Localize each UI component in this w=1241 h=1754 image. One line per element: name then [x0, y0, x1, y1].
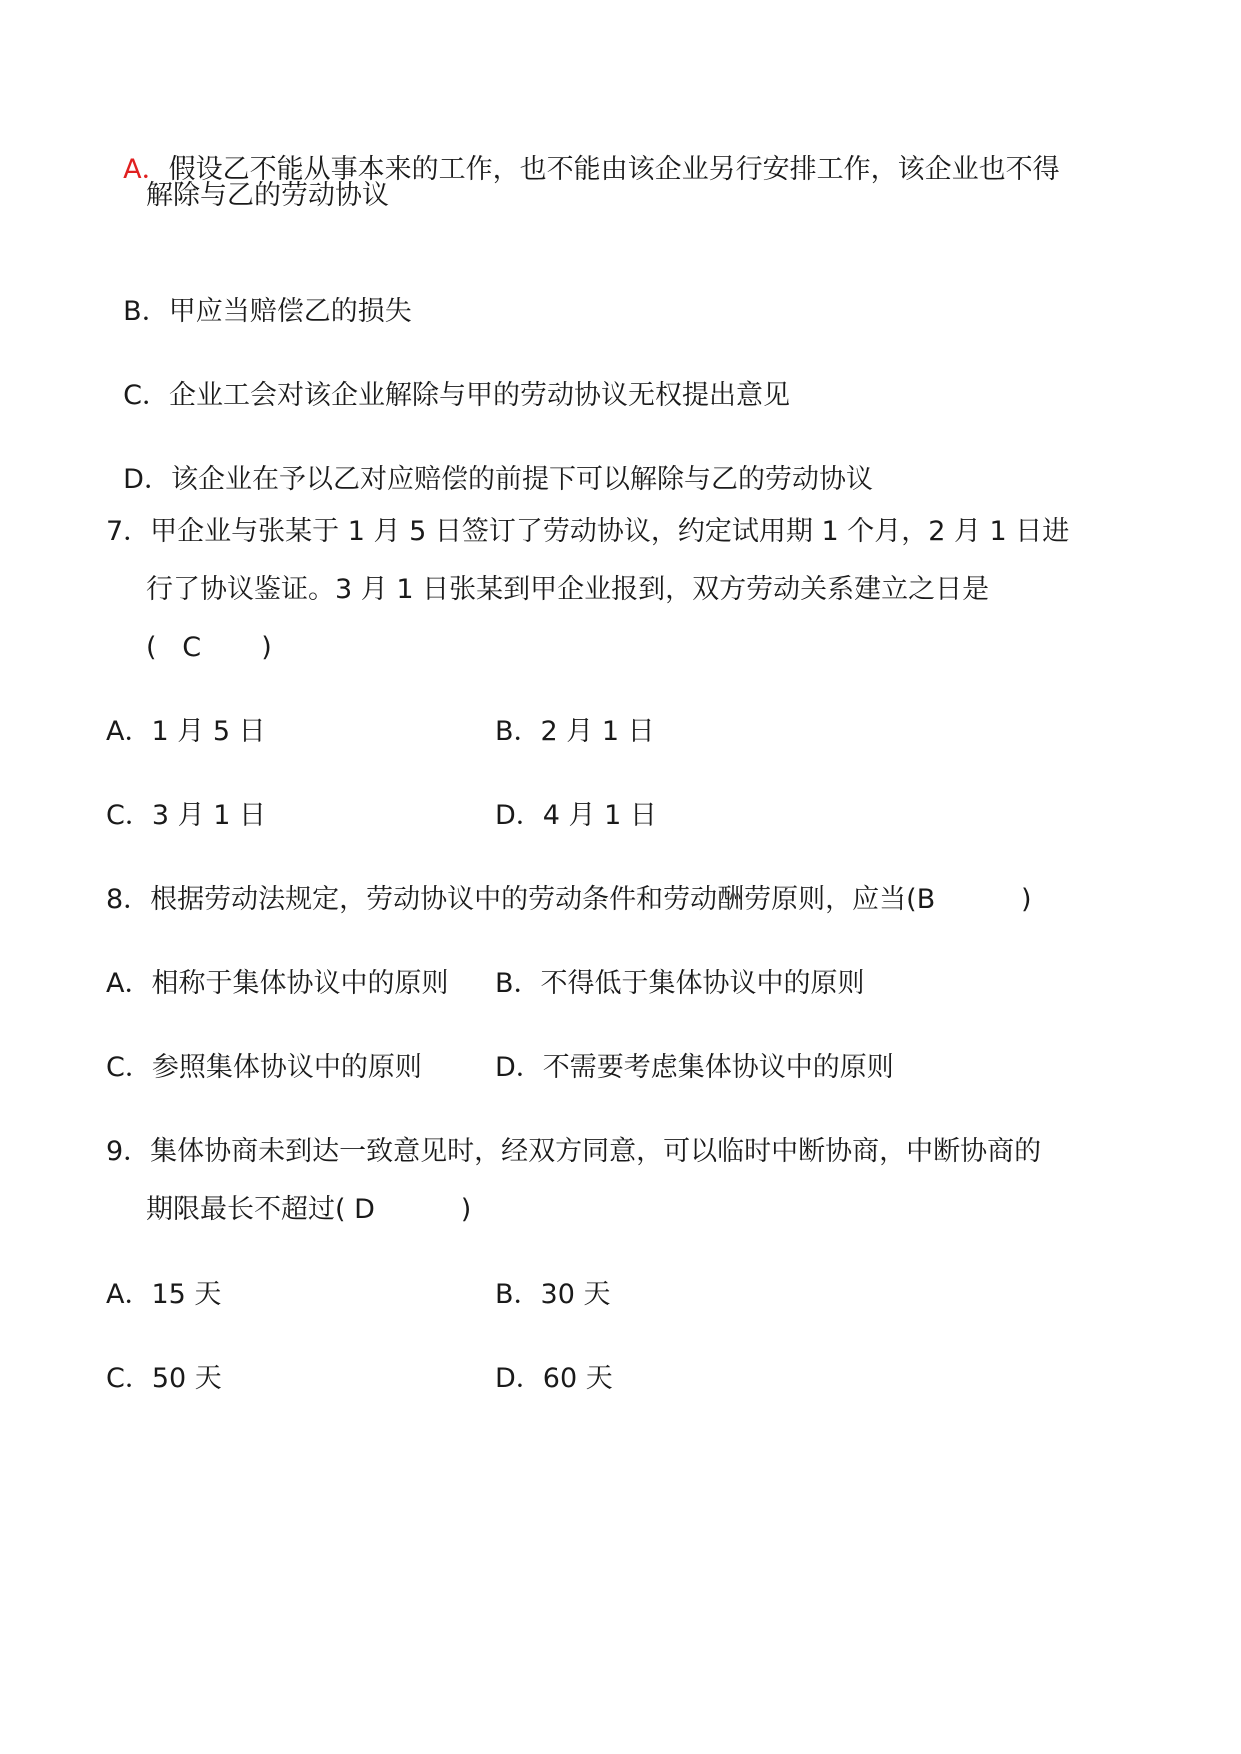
option-6a-prefix: A． [123, 154, 169, 185]
option-6b-text: 甲应当赔偿乙的损失 [168, 296, 412, 327]
option-6a-text: 假设乙不能从事本来的工作，也不能由该企业另行安排工作，该企业也不得 [168, 154, 1060, 185]
option-8d: D．不需要考虑集体协议中的原则 [495, 1052, 894, 1083]
option-6d [106, 432, 873, 496]
option-6b [106, 264, 412, 328]
option-8a: A．相称于集体协议中的原则 [106, 968, 449, 999]
question-9-stem-continued: 期限最长不超过( D ) [146, 1194, 472, 1225]
option-6d-prefix: D． [123, 464, 171, 495]
option-7d: D．4 月 1 日 [495, 800, 657, 831]
option-7b: B．2 月 1 日 [495, 716, 655, 747]
option-9a: A．15 天 [106, 1279, 222, 1310]
question-8-stem: 8．根据劳动法规定，劳动协议中的劳动条件和劳动酬劳原则，应当(B ) [106, 884, 1032, 915]
option-6c-text: 企业工会对该企业解除与甲的劳动协议无权提出意见 [169, 380, 791, 411]
option-6b-prefix: B． [123, 296, 169, 327]
option-6c [106, 348, 790, 412]
option-9c: C．50 天 [106, 1363, 222, 1394]
question-7-stem-continued: 行了协议鉴证。3 月 1 日张某到甲企业报到，双方劳动关系建立之日是 [146, 574, 990, 605]
question-7-answer: ( C ) [146, 632, 272, 663]
option-7c: C．3 月 1 日 [106, 800, 266, 831]
option-6a-continued: 解除与乙的劳动协议 [146, 180, 389, 211]
option-7a: A．1 月 5 日 [106, 716, 266, 747]
option-8b: B．不得低于集体协议中的原则 [495, 968, 865, 999]
option-9b: B．30 天 [495, 1279, 611, 1310]
question-9-stem: 9．集体协商未到达一致意见时，经双方同意，可以临时中断协商，中断协商的 [106, 1136, 1042, 1167]
question-7-stem: 7．甲企业与张某于 1 月 5 日签订了劳动协议，约定试用期 1 个月，2 月 1 日进 [106, 516, 1070, 547]
option-8c: C．参照集体协议中的原则 [106, 1052, 422, 1083]
option-6c-prefix: C． [123, 380, 170, 411]
option-9d: D．60 天 [495, 1363, 613, 1394]
option-6d-text: 该企业在予以乙对应赔偿的前提下可以解除与乙的劳动协议 [170, 464, 873, 495]
option-6a [106, 122, 1060, 186]
